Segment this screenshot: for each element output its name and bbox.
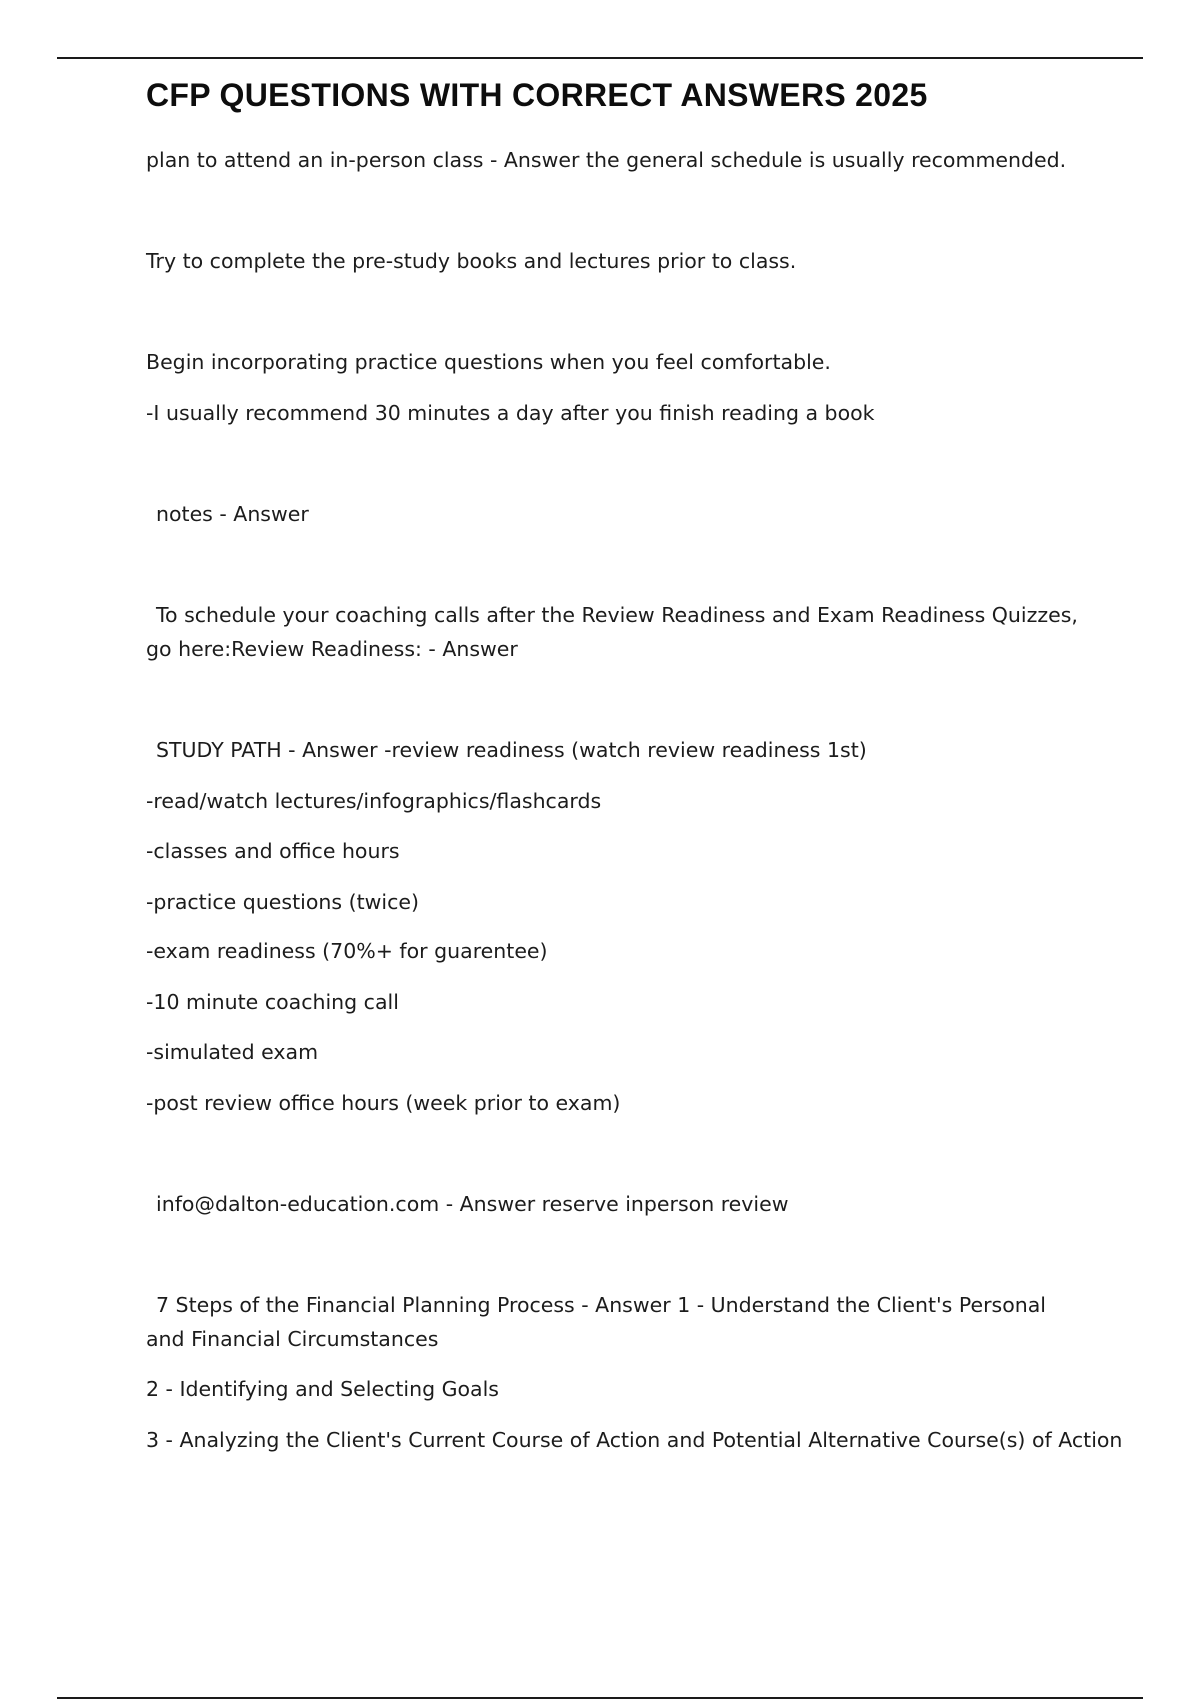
text-line: -10 minute coaching call [146, 990, 399, 1014]
text-line: -post review office hours (week prior to exam) [146, 1091, 621, 1115]
text-line: 3 - Analyzing the Client's Current Course of Action and Potential Alternative Course(s) of Action [146, 1428, 1123, 1452]
text-line: -practice questions (twice) [146, 890, 419, 914]
contact-email-line: info@dalton-education.com - Answer reserve inperson review [156, 1192, 789, 1216]
paragraph-text: 7 Steps of the Financial Planning Process - Answer 1 - Understand the Client's Personal and Financial Circumstances [146, 1293, 1046, 1351]
text-line: Try to complete the pre-study books and lectures prior to class. [146, 249, 797, 273]
text-line: -I usually recommend 30 minutes a day after you finish reading a book [146, 401, 875, 425]
text-line: notes - Answer [156, 502, 309, 526]
text-paragraph [146, 598, 1086, 666]
text-line: -read/watch lectures/infographics/flashcards [146, 789, 602, 813]
bottom-rule [57, 1697, 1143, 1699]
text-paragraph [146, 1288, 1086, 1356]
text-line: -simulated exam [146, 1040, 319, 1064]
top-rule [57, 57, 1143, 59]
page-title: CFP QUESTIONS WITH CORRECT ANSWERS 2025 [146, 77, 928, 113]
text-line: plan to attend an in-person class - Answer the general schedule is usually recommended. [146, 148, 1067, 172]
text-line: STUDY PATH - Answer -review readiness (watch review readiness 1st) [156, 738, 867, 762]
text-line: -classes and office hours [146, 839, 400, 863]
paragraph-text: To schedule your coaching calls after the Review Readiness and Exam Readiness Quizzes, go here:Review Readiness: - Answer [146, 603, 1078, 661]
text-line: Begin incorporating practice questions when you feel comfortable. [146, 350, 831, 374]
text-line: -exam readiness (70%+ for guarentee) [146, 939, 548, 963]
text-line: 2 - Identifying and Selecting Goals [146, 1377, 499, 1401]
